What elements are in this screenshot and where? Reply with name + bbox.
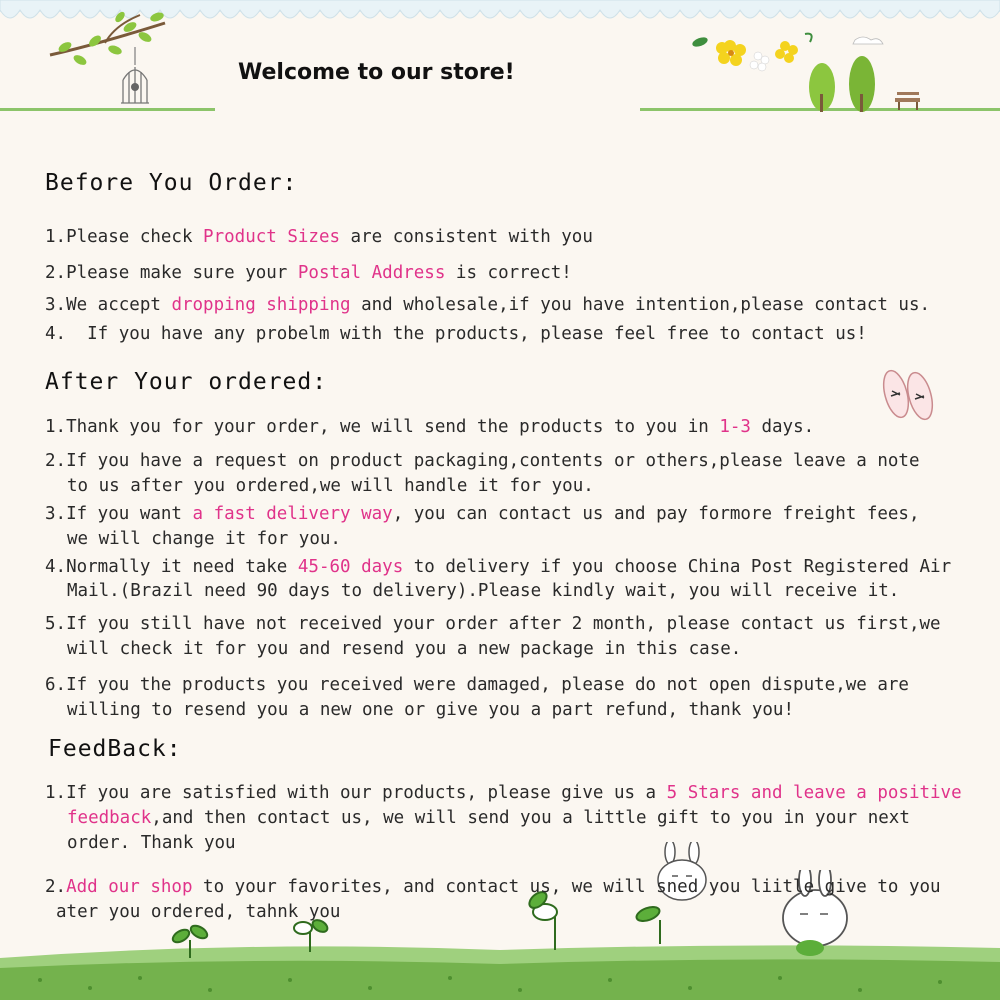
after-item-2: 2.If you have a request on product packaging,contents or others,please leave a note bbox=[45, 451, 920, 471]
welcome-title: Welcome to our store! bbox=[238, 60, 515, 85]
after-item-1: 1.Thank you for your order, we will send the products to you in 1-3 days. bbox=[45, 417, 815, 437]
baby-shoes-icon bbox=[878, 366, 938, 421]
grass-line-left bbox=[0, 108, 215, 111]
feedback-item-1-cont2: order. Thank you bbox=[67, 833, 236, 853]
after-order-heading: After Your ordered: bbox=[45, 369, 328, 395]
after-item-3-cont: we will change it for you. bbox=[67, 529, 341, 549]
after-item-5-cont: will check it for you and resend you a new package in this case. bbox=[67, 639, 742, 659]
feedback-heading: FeedBack: bbox=[48, 736, 182, 762]
branch-birdcage-illustration bbox=[45, 5, 175, 110]
feedback-item-1: 1.If you are satisfied with our products, please give us a 5 Stars and leave a positive bbox=[45, 783, 962, 803]
after-item-3: 3.If you want a fast delivery way, you can contact us and pay formore freight fees, bbox=[45, 504, 920, 524]
before-order-heading: Before You Order: bbox=[45, 170, 298, 196]
after-item-5: 5.If you still have not received your order after 2 month, please contact us first,we bbox=[45, 614, 941, 634]
after-item-2-cont: to us after you ordered,we will handle it for you. bbox=[67, 476, 594, 496]
after-item-6: 6.If you the products you received were damaged, please do not open dispute,we are bbox=[45, 675, 909, 695]
after-item-6-cont: willing to resend you a new one or give you a part refund, thank you! bbox=[67, 700, 794, 720]
after-item-4: 4.Normally it need take 45-60 days to delivery if you choose China Post Registered Air bbox=[45, 557, 952, 577]
after-item-4-cont: Mail.(Brazil need 90 days to delivery).Please kindly wait, you will receive it. bbox=[67, 581, 900, 601]
before-item-4: 4. If you have any probelm with the products, please feel free to contact us! bbox=[45, 324, 867, 344]
flowers-trees-illustration bbox=[690, 22, 920, 112]
feedback-item-2-cont: ater you ordered, tahnk you bbox=[56, 902, 341, 922]
feedback-item-2: 2.Add our shop to your favorites, and contact us, we will sned you liitle give to you bbox=[45, 877, 941, 897]
feedback-item-1-cont: feedback,and then contact us, we will send you a little gift to you in your next bbox=[67, 808, 910, 828]
before-item-2: 2.Please make sure your Postal Address is correct! bbox=[45, 263, 572, 283]
before-item-1: 1.Please check Product Sizes are consistent with you bbox=[45, 227, 593, 247]
before-item-3: 3.We accept dropping shipping and wholesale,if you have intention,please contact us. bbox=[45, 295, 931, 315]
